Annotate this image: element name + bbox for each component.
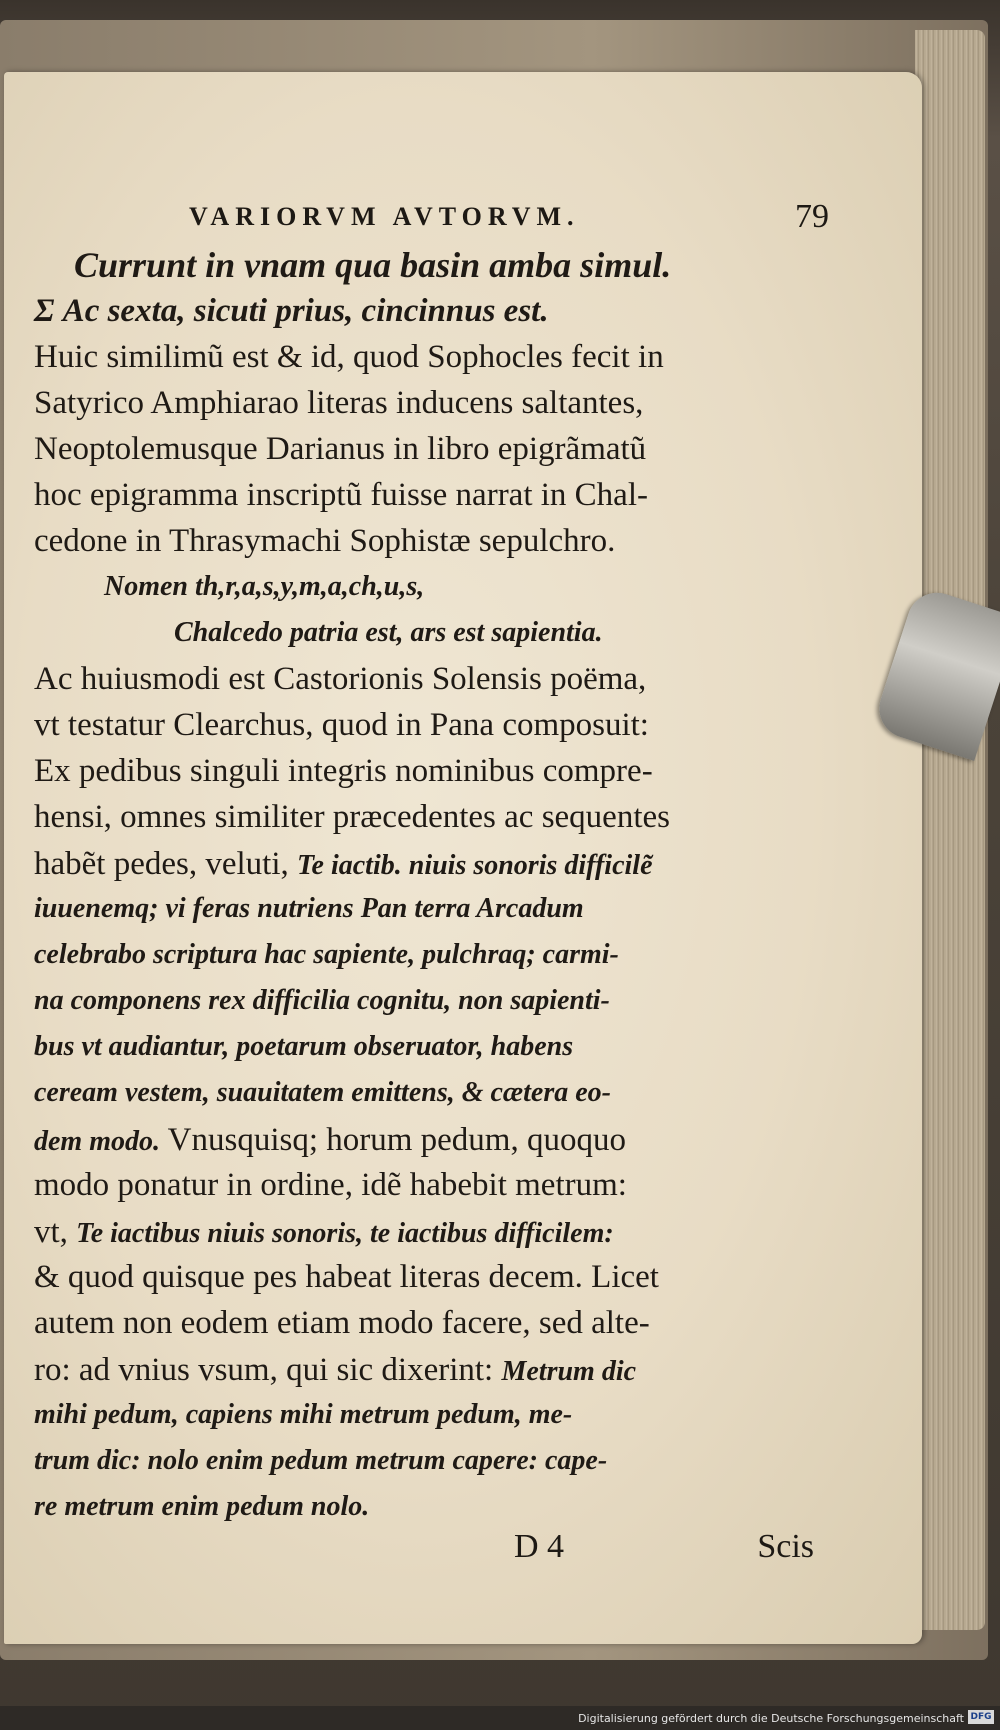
- text-line: [34, 1116, 626, 1165]
- text-line: modo ponatur in ordine, idẽ habebit metrum:: [34, 1167, 627, 1203]
- text-line: hensi, omnes similiter præcedentes ac sequentes: [34, 799, 670, 835]
- text-segment: Te iactibus niuis sonoris, te iactibus difficilem:: [76, 1218, 614, 1249]
- text-line: [34, 1208, 614, 1257]
- text-segment: Metrum dic: [501, 1356, 637, 1387]
- text-line: celebrabo scriptura hac sapiente, pulchraq; carmi-: [34, 939, 619, 970]
- text-line: Satyrico Amphiarao literas inducens saltantes,: [34, 385, 644, 421]
- text-line: mihi pedum, capiens mihi metrum pedum, me-: [34, 1399, 573, 1430]
- text-line: na componens rex difficilia cognitu, non sapienti-: [34, 985, 610, 1016]
- page-number: 79: [795, 198, 829, 235]
- text-line: Σ Ac sexta, sicuti prius, cincinnus est.: [34, 293, 549, 329]
- text-segment: Te iactib. niuis sonoris difficilẽ: [297, 850, 653, 881]
- verse-line: Chalcedo patria est, ars est sapientia.: [174, 617, 603, 648]
- text-line: Ac huiusmodi est Castorionis Solensis poëma,: [34, 661, 647, 697]
- text-line: cedone in Thrasymachi Sophistæ sepulchro.: [34, 523, 616, 559]
- text-line: bus vt audiantur, poetarum obseruator, habens: [34, 1031, 574, 1062]
- text-line: & quod quisque pes habeat literas decem. Licet: [34, 1259, 659, 1295]
- text-line: trum dic: nolo enim pedum metrum capere: cape-: [34, 1445, 608, 1476]
- text-line: Ex pedibus singuli integris nominibus compre-: [34, 753, 653, 789]
- text-segment: Vnusquisq; horum pedum, quoquo: [160, 1122, 626, 1158]
- text-line: [34, 1346, 636, 1395]
- page-edges: [915, 30, 985, 1630]
- text-line: ceream vestem, suauitatem emittens, & cætera eo-: [34, 1077, 612, 1108]
- text-line: Neoptolemusque Darianus in libro epigrãmatũ: [34, 431, 647, 467]
- catchword: Scis: [757, 1528, 814, 1565]
- page-header: [189, 198, 829, 242]
- text-line: Currunt in vnam qua basin amba simul.: [74, 245, 672, 285]
- text-line: autem non eodem etiam modo facere, sed alte-: [34, 1305, 650, 1341]
- verse-line: Nomen th,r,a,s,y,m,a,ch,u,s,: [104, 571, 425, 602]
- dfg-logo: DFG: [968, 1710, 994, 1724]
- signature-mark: D 4: [514, 1528, 565, 1565]
- text-line: hoc epigramma inscriptũ fuisse narrat in Chal-: [34, 477, 648, 513]
- text-segment: habẽt pedes, veluti,: [34, 846, 298, 882]
- text-segment: ro: ad vnius vsum, qui sic dixerint:: [34, 1352, 502, 1388]
- text-line: iuuenemq; vi feras nutriens Pan terra Arcadum: [34, 893, 584, 924]
- book-page: [4, 72, 922, 1644]
- page-footer: [514, 1528, 814, 1574]
- text-segment: vt,: [34, 1214, 77, 1250]
- text-line: vt testatur Clearchus, quod in Pana composuit:: [34, 707, 649, 743]
- text-line: re metrum enim pedum nolo.: [34, 1491, 370, 1522]
- text-line: Huic similimũ est & id, quod Sophocles fecit in: [34, 339, 664, 375]
- credit-text: Digitalisierung gefördert durch die Deutsche Forschungsgemeinschaft: [578, 1712, 964, 1725]
- running-head: VARIORVM AVTORVM.: [189, 202, 580, 231]
- text-line: [34, 840, 653, 889]
- text-segment: dem modo.: [34, 1126, 160, 1157]
